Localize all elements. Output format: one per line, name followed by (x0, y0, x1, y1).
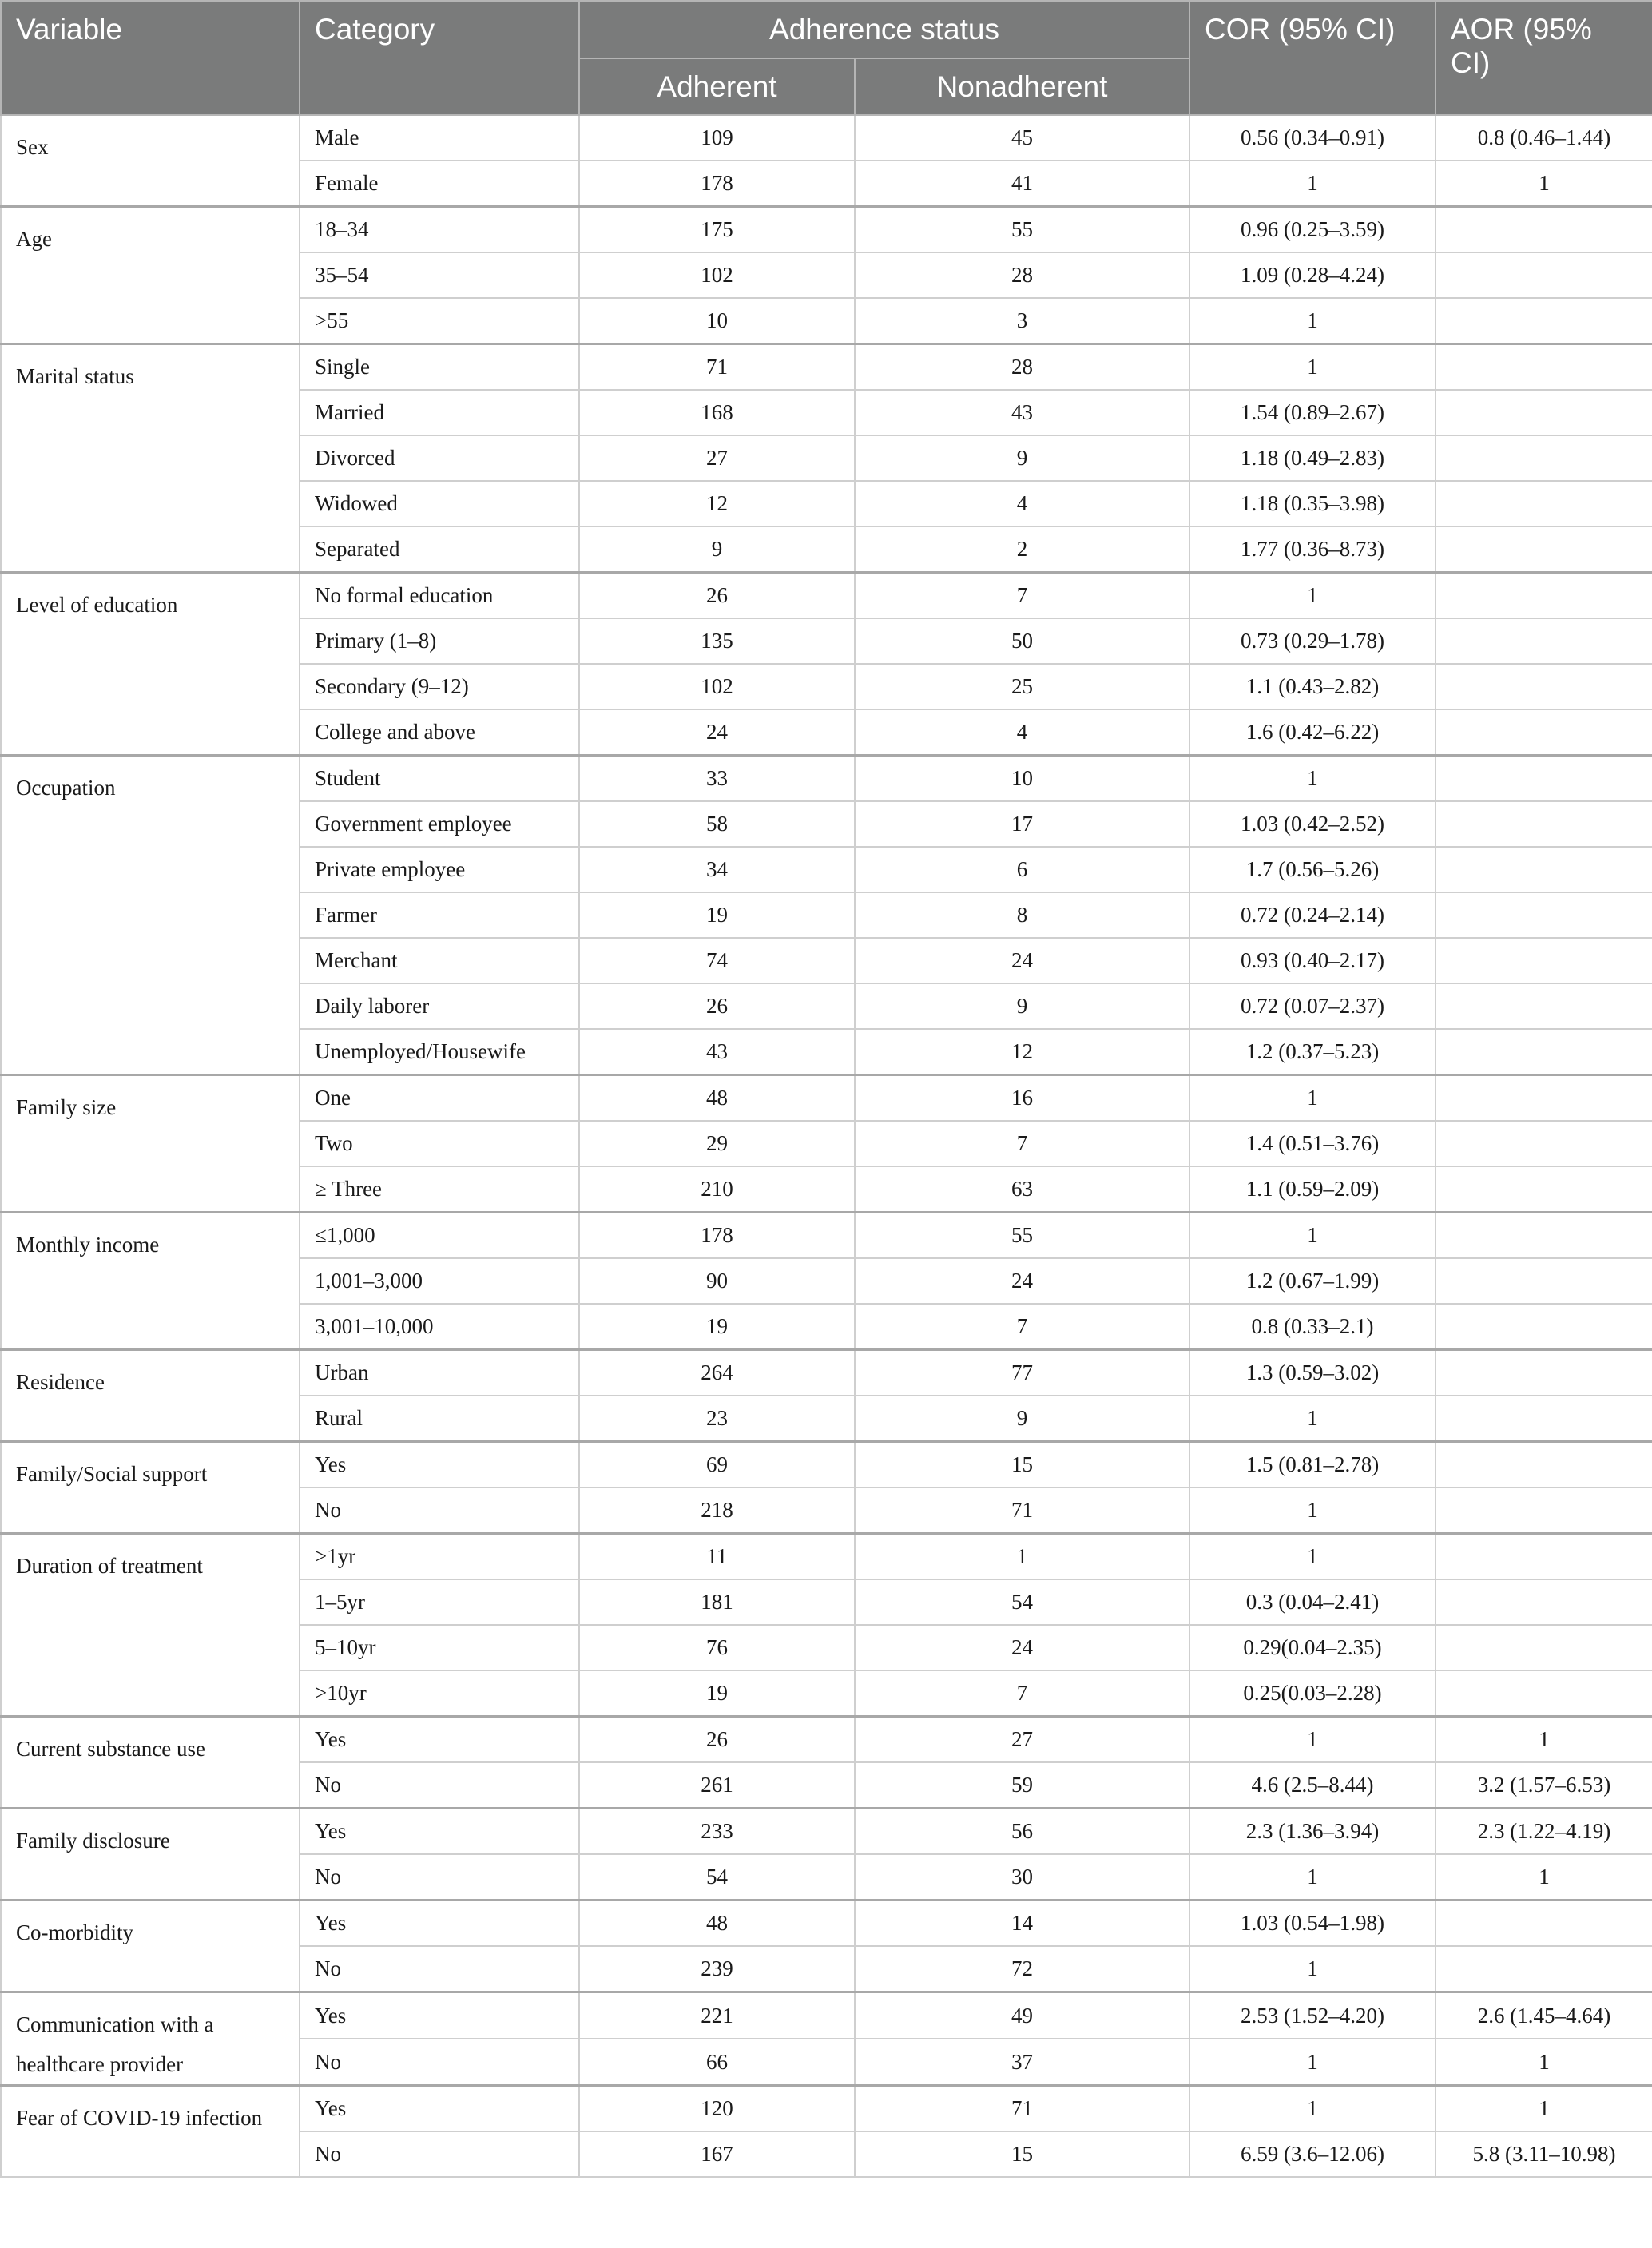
adherent-cell: 135 (579, 618, 855, 664)
aor-cell: 1 (1436, 161, 1652, 207)
table-row (1, 573, 1652, 619)
category-cell: One (300, 1075, 579, 1122)
nonadherent-cell: 30 (855, 1854, 1189, 1900)
variable-cell: Marital status (1, 344, 300, 573)
category-cell: Yes (300, 1992, 579, 2039)
nonadherent-cell: 45 (855, 115, 1189, 161)
cor-cell: 0.73 (0.29–1.78) (1189, 618, 1436, 664)
table-row (1, 1717, 1652, 1763)
variable-cell: Duration of treatment (1, 1534, 300, 1717)
adherent-cell: 167 (579, 2131, 855, 2177)
category-cell: No (300, 1487, 579, 1534)
aor-cell: 2.3 (1.22–4.19) (1436, 1809, 1652, 1855)
adherent-cell: 12 (579, 481, 855, 526)
nonadherent-cell: 16 (855, 1075, 1189, 1122)
variable-cell: Residence (1, 1350, 300, 1442)
cor-cell: 1.2 (0.67–1.99) (1189, 1258, 1436, 1304)
table-row (1, 1442, 1652, 1488)
adherent-cell: 233 (579, 1809, 855, 1855)
cor-cell: 1 (1189, 1396, 1436, 1442)
aor-cell (1436, 1487, 1652, 1534)
variable-cell: Current substance use (1, 1717, 300, 1809)
nonadherent-cell: 9 (855, 983, 1189, 1029)
nonadherent-cell: 41 (855, 161, 1189, 207)
table-row (1, 1992, 1652, 2039)
adherent-cell: 27 (579, 435, 855, 481)
adherent-cell: 66 (579, 2039, 855, 2086)
table-row (1, 2086, 1652, 2132)
aor-cell: 5.8 (3.11–10.98) (1436, 2131, 1652, 2177)
adherent-cell: 11 (579, 1534, 855, 1580)
aor-cell (1436, 1442, 1652, 1488)
nonadherent-cell: 28 (855, 252, 1189, 298)
cor-cell: 1.6 (0.42–6.22) (1189, 709, 1436, 756)
aor-cell (1436, 664, 1652, 709)
table-row (1, 1350, 1652, 1396)
nonadherent-cell: 63 (855, 1166, 1189, 1213)
category-cell: 3,001–10,000 (300, 1304, 579, 1350)
adherent-cell: 19 (579, 892, 855, 938)
nonadherent-cell: 7 (855, 573, 1189, 619)
nonadherent-cell: 50 (855, 618, 1189, 664)
cor-cell: 1.03 (0.42–2.52) (1189, 801, 1436, 847)
adherent-cell: 54 (579, 1854, 855, 1900)
category-cell: 35–54 (300, 252, 579, 298)
cor-cell: 1 (1189, 344, 1436, 391)
adherent-cell: 74 (579, 938, 855, 983)
aor-cell (1436, 1304, 1652, 1350)
cor-cell: 1 (1189, 1854, 1436, 1900)
cor-cell: 1.5 (0.81–2.78) (1189, 1442, 1436, 1488)
adherent-cell: 10 (579, 298, 855, 344)
cor-cell: 1 (1189, 2086, 1436, 2132)
category-cell: No formal education (300, 573, 579, 619)
aor-cell (1436, 1258, 1652, 1304)
adherent-cell: 181 (579, 1579, 855, 1625)
category-cell: No (300, 2039, 579, 2086)
aor-cell (1436, 390, 1652, 435)
nonadherent-cell: 9 (855, 435, 1189, 481)
cor-cell: 1.03 (0.54–1.98) (1189, 1900, 1436, 1947)
table-row (1, 756, 1652, 802)
adherent-cell: 19 (579, 1670, 855, 1717)
nonadherent-cell: 54 (855, 1579, 1189, 1625)
nonadherent-cell: 37 (855, 2039, 1189, 2086)
adherent-cell: 178 (579, 1213, 855, 1259)
aor-cell (1436, 756, 1652, 802)
cor-cell: 1.1 (0.59–2.09) (1189, 1166, 1436, 1213)
table-row (1, 1075, 1652, 1122)
adherent-cell: 175 (579, 207, 855, 253)
adherent-cell: 210 (579, 1166, 855, 1213)
cor-cell: 0.96 (0.25–3.59) (1189, 207, 1436, 253)
category-cell: No (300, 1946, 579, 1992)
nonadherent-cell: 24 (855, 1625, 1189, 1670)
adherent-cell: 48 (579, 1075, 855, 1122)
category-cell: >1yr (300, 1534, 579, 1580)
aor-cell (1436, 709, 1652, 756)
adherent-cell: 102 (579, 664, 855, 709)
variable-cell: Sex (1, 115, 300, 207)
nonadherent-cell: 3 (855, 298, 1189, 344)
category-cell: Unemployed/Housewife (300, 1029, 579, 1075)
adherent-cell: 9 (579, 526, 855, 573)
table-row (1, 115, 1652, 161)
header-adherence-status: Adherence status (579, 1, 1189, 58)
category-cell: Government employee (300, 801, 579, 847)
adherent-cell: 261 (579, 1762, 855, 1809)
header-variable: Variable (1, 1, 300, 115)
cor-cell: 0.72 (0.07–2.37) (1189, 983, 1436, 1029)
table-row (1, 1534, 1652, 1580)
variable-cell: Family/Social support (1, 1442, 300, 1534)
category-cell: Two (300, 1121, 579, 1166)
category-cell: ≥ Three (300, 1166, 579, 1213)
category-cell: Rural (300, 1396, 579, 1442)
aor-cell (1436, 1350, 1652, 1396)
category-cell: Yes (300, 2086, 579, 2132)
variable-cell: Family disclosure (1, 1809, 300, 1900)
category-cell: No (300, 2131, 579, 2177)
category-cell: 1–5yr (300, 1579, 579, 1625)
adherent-cell: 26 (579, 1717, 855, 1763)
nonadherent-cell: 1 (855, 1534, 1189, 1580)
aor-cell (1436, 1396, 1652, 1442)
aor-cell (1436, 252, 1652, 298)
aor-cell (1436, 938, 1652, 983)
variable-cell: Fear of COVID-19 infection (1, 2086, 300, 2178)
header-category: Category (300, 1, 579, 115)
adherent-cell: 48 (579, 1900, 855, 1947)
adherent-cell: 178 (579, 161, 855, 207)
nonadherent-cell: 9 (855, 1396, 1189, 1442)
category-cell: Widowed (300, 481, 579, 526)
category-cell: ≤1,000 (300, 1213, 579, 1259)
adherent-cell: 168 (579, 390, 855, 435)
nonadherent-cell: 15 (855, 2131, 1189, 2177)
aor-cell (1436, 1075, 1652, 1122)
variable-cell: Occupation (1, 756, 300, 1075)
header-adherent: Adherent (579, 58, 855, 115)
aor-cell: 1 (1436, 1854, 1652, 1900)
category-cell: Single (300, 344, 579, 391)
nonadherent-cell: 2 (855, 526, 1189, 573)
adherent-cell: 26 (579, 573, 855, 619)
aor-cell (1436, 892, 1652, 938)
nonadherent-cell: 56 (855, 1809, 1189, 1855)
category-cell: Primary (1–8) (300, 618, 579, 664)
variable-cell: Communication with a healthcare provider (1, 1992, 300, 2086)
nonadherent-cell: 49 (855, 1992, 1189, 2039)
cor-cell: 0.8 (0.33–2.1) (1189, 1304, 1436, 1350)
aor-cell (1436, 1166, 1652, 1213)
nonadherent-cell: 24 (855, 1258, 1189, 1304)
category-cell: Married (300, 390, 579, 435)
aor-cell: 1 (1436, 1717, 1652, 1763)
nonadherent-cell: 27 (855, 1717, 1189, 1763)
category-cell: Yes (300, 1809, 579, 1855)
cor-cell: 0.3 (0.04–2.41) (1189, 1579, 1436, 1625)
variable-cell: Monthly income (1, 1213, 300, 1350)
header-aor: AOR (95% CI) (1436, 1, 1652, 115)
category-cell: Daily laborer (300, 983, 579, 1029)
cor-cell: 1 (1189, 2039, 1436, 2086)
cor-cell: 1 (1189, 298, 1436, 344)
adherent-cell: 33 (579, 756, 855, 802)
adherent-cell: 90 (579, 1258, 855, 1304)
aor-cell (1436, 298, 1652, 344)
cor-cell: 1 (1189, 573, 1436, 619)
cor-cell: 1 (1189, 1717, 1436, 1763)
adherent-cell: 58 (579, 801, 855, 847)
table-row (1, 1900, 1652, 1947)
cor-cell: 0.72 (0.24–2.14) (1189, 892, 1436, 938)
nonadherent-cell: 28 (855, 344, 1189, 391)
category-cell: 5–10yr (300, 1625, 579, 1670)
nonadherent-cell: 12 (855, 1029, 1189, 1075)
cor-cell: 1 (1189, 1213, 1436, 1259)
nonadherent-cell: 4 (855, 709, 1189, 756)
cor-cell: 1 (1189, 1487, 1436, 1534)
cor-cell: 1 (1189, 756, 1436, 802)
aor-cell (1436, 618, 1652, 664)
cor-cell: 1.7 (0.56–5.26) (1189, 847, 1436, 892)
aor-cell (1436, 847, 1652, 892)
aor-cell (1436, 435, 1652, 481)
category-cell: >10yr (300, 1670, 579, 1717)
aor-cell (1436, 801, 1652, 847)
aor-cell (1436, 344, 1652, 391)
aor-cell (1436, 526, 1652, 573)
cor-cell: 1 (1189, 1946, 1436, 1992)
category-cell: Urban (300, 1350, 579, 1396)
nonadherent-cell: 10 (855, 756, 1189, 802)
aor-cell (1436, 1670, 1652, 1717)
table-header (1, 1, 1652, 115)
adherent-cell: 76 (579, 1625, 855, 1670)
adherent-cell: 34 (579, 847, 855, 892)
cor-cell: 1.2 (0.37–5.23) (1189, 1029, 1436, 1075)
adherent-cell: 43 (579, 1029, 855, 1075)
cor-cell: 1.4 (0.51–3.76) (1189, 1121, 1436, 1166)
aor-cell (1436, 1121, 1652, 1166)
aor-cell (1436, 1213, 1652, 1259)
nonadherent-cell: 7 (855, 1121, 1189, 1166)
category-cell: Yes (300, 1900, 579, 1947)
adherent-cell: 221 (579, 1992, 855, 2039)
aor-cell (1436, 573, 1652, 619)
header-cor: COR (95% CI) (1189, 1, 1436, 115)
adherent-cell: 69 (579, 1442, 855, 1488)
adherent-cell: 29 (579, 1121, 855, 1166)
category-cell: Merchant (300, 938, 579, 983)
category-cell: 18–34 (300, 207, 579, 253)
nonadherent-cell: 72 (855, 1946, 1189, 1992)
nonadherent-cell: 14 (855, 1900, 1189, 1947)
nonadherent-cell: 24 (855, 938, 1189, 983)
aor-cell: 2.6 (1.45–4.64) (1436, 1992, 1652, 2039)
nonadherent-cell: 55 (855, 207, 1189, 253)
category-cell: Separated (300, 526, 579, 573)
category-cell: Secondary (9–12) (300, 664, 579, 709)
aor-cell (1436, 1946, 1652, 1992)
aor-cell: 1 (1436, 2039, 1652, 2086)
nonadherent-cell: 17 (855, 801, 1189, 847)
cor-cell: 0.93 (0.40–2.17) (1189, 938, 1436, 983)
nonadherent-cell: 71 (855, 1487, 1189, 1534)
aor-cell (1436, 1900, 1652, 1947)
cor-cell: 1 (1189, 1075, 1436, 1122)
cor-cell: 1.54 (0.89–2.67) (1189, 390, 1436, 435)
header-nonadherent: Nonadherent (855, 58, 1189, 115)
nonadherent-cell: 4 (855, 481, 1189, 526)
nonadherent-cell: 71 (855, 2086, 1189, 2132)
cor-cell: 1.1 (0.43–2.82) (1189, 664, 1436, 709)
adherent-cell: 239 (579, 1946, 855, 1992)
cor-cell: 1.77 (0.36–8.73) (1189, 526, 1436, 573)
category-cell: Female (300, 161, 579, 207)
table-row (1, 207, 1652, 253)
adherent-cell: 71 (579, 344, 855, 391)
nonadherent-cell: 15 (855, 1442, 1189, 1488)
category-cell: Divorced (300, 435, 579, 481)
nonadherent-cell: 7 (855, 1304, 1189, 1350)
nonadherent-cell: 7 (855, 1670, 1189, 1717)
nonadherent-cell: 77 (855, 1350, 1189, 1396)
table-row (1, 1809, 1652, 1855)
nonadherent-cell: 6 (855, 847, 1189, 892)
adherent-cell: 120 (579, 2086, 855, 2132)
category-cell: Farmer (300, 892, 579, 938)
variable-cell: Family size (1, 1075, 300, 1213)
category-cell: >55 (300, 298, 579, 344)
category-cell: Male (300, 115, 579, 161)
variable-cell: Age (1, 207, 300, 344)
adherent-cell: 24 (579, 709, 855, 756)
nonadherent-cell: 25 (855, 664, 1189, 709)
adherent-cell: 26 (579, 983, 855, 1029)
aor-cell (1436, 207, 1652, 253)
cor-cell: 2.53 (1.52–4.20) (1189, 1992, 1436, 2039)
cor-cell: 0.56 (0.34–0.91) (1189, 115, 1436, 161)
cor-cell: 0.25(0.03–2.28) (1189, 1670, 1436, 1717)
nonadherent-cell: 55 (855, 1213, 1189, 1259)
category-cell: Yes (300, 1717, 579, 1763)
cor-cell: 1 (1189, 161, 1436, 207)
cor-cell: 0.29(0.04–2.35) (1189, 1625, 1436, 1670)
category-cell: College and above (300, 709, 579, 756)
table-body (1, 115, 1652, 2177)
adherent-cell: 264 (579, 1350, 855, 1396)
cor-cell: 1.3 (0.59–3.02) (1189, 1350, 1436, 1396)
aor-cell: 0.8 (0.46–1.44) (1436, 115, 1652, 161)
cor-cell: 4.6 (2.5–8.44) (1189, 1762, 1436, 1809)
aor-cell: 3.2 (1.57–6.53) (1436, 1762, 1652, 1809)
cor-cell: 2.3 (1.36–3.94) (1189, 1809, 1436, 1855)
table-row (1, 344, 1652, 391)
cor-cell: 1.18 (0.49–2.83) (1189, 435, 1436, 481)
aor-cell: 1 (1436, 2086, 1652, 2132)
aor-cell (1436, 1579, 1652, 1625)
cor-cell: 1.09 (0.28–4.24) (1189, 252, 1436, 298)
adherent-cell: 109 (579, 115, 855, 161)
category-cell: 1,001–3,000 (300, 1258, 579, 1304)
table-row (1, 1213, 1652, 1259)
adherent-cell: 23 (579, 1396, 855, 1442)
cor-cell: 6.59 (3.6–12.06) (1189, 2131, 1436, 2177)
nonadherent-cell: 43 (855, 390, 1189, 435)
category-cell: Private employee (300, 847, 579, 892)
adherent-cell: 102 (579, 252, 855, 298)
aor-cell (1436, 1029, 1652, 1075)
variable-cell: Co-morbidity (1, 1900, 300, 1992)
nonadherent-cell: 8 (855, 892, 1189, 938)
aor-cell (1436, 1625, 1652, 1670)
adherent-cell: 218 (579, 1487, 855, 1534)
cor-cell: 1 (1189, 1534, 1436, 1580)
adherent-cell: 19 (579, 1304, 855, 1350)
cor-cell: 1.18 (0.35–3.98) (1189, 481, 1436, 526)
aor-cell (1436, 983, 1652, 1029)
category-cell: Yes (300, 1442, 579, 1488)
variable-cell: Level of education (1, 573, 300, 756)
nonadherent-cell: 59 (855, 1762, 1189, 1809)
category-cell: No (300, 1762, 579, 1809)
category-cell: Student (300, 756, 579, 802)
category-cell: No (300, 1854, 579, 1900)
aor-cell (1436, 1534, 1652, 1580)
aor-cell (1436, 481, 1652, 526)
